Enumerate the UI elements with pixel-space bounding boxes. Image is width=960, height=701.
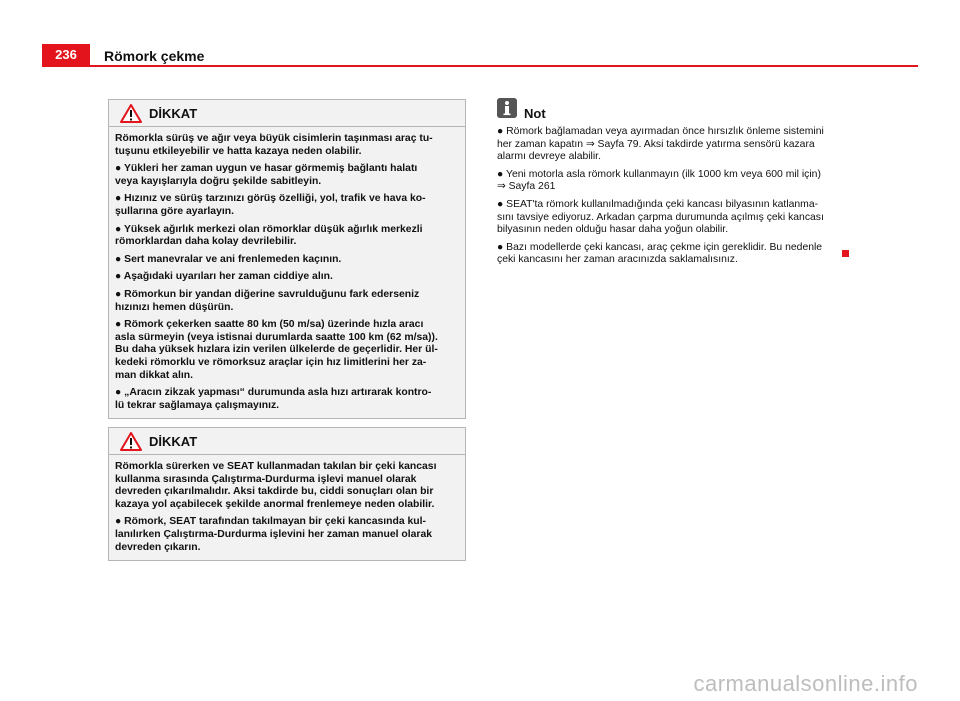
warning-body: [109, 127, 465, 418]
warning-paragraph: Römorkla sürerken ve SEAT kullanmadan takılan bir çeki kancası kullanma sırasında Çalıştırma-Durdurma işlevi manuel olarak devreden çıkarılmalıdır. Aksi takdirde bu, ciddi sonuçları olan bir kazaya yol açabilecek şekilde anormal frenlemeye neden olabilir.: [115, 461, 437, 510]
note-paragraph: ● Yeni motorla asla römork kullanmayın (ilk 1000 km veya 600 mil için) ⇒ Sayfa 261: [497, 168, 821, 193]
warning-paragraph: ● Römorkun bir yandan diğerine savrulduğunu fark ederseniz hızınızı hemen düşürün.: [115, 288, 420, 313]
warning-paragraph: ● Hızınız ve sürüş tarzınızı görüş özelliği, yol, trafik ve hava ko- şullarına göre ayarlayın.: [115, 193, 426, 217]
warning-paragraph: ● Sert manevralar ve ani frenlemeden kaçının.: [115, 253, 342, 265]
warning-paragraph: ● Yükleri her zaman uygun ve hasar görmemiş bağlantı halatı veya kayışlarıyla doğru şekilde sabitleyin.: [115, 163, 418, 187]
warning-triangle-icon: [120, 432, 142, 451]
warning-header: [109, 428, 465, 455]
header-rule: [42, 65, 918, 67]
warning-box-1: [108, 99, 466, 419]
info-icon: [497, 98, 517, 118]
warning-header: [109, 100, 465, 127]
warning-paragraph: ● Römork çekerken saatte 80 km (50 m/sa) üzerinde hızla aracı asla sürmeyin (veya istisnai durumlarda saatte 100 km (62 m/sa)). Bu daha yüksek hızlara izin verilen ülkelerde de geçerlidir. Her ül- kedeki römorklu ve römorksuz araçlar için hız limitlerini her za- man dikkat alın.: [115, 319, 438, 381]
end-marker-icon: [842, 250, 849, 257]
note-paragraph: ● Römork bağlamadan veya ayırmadan önce hırsızlık önleme sistemini her zaman kapatın ⇒ Sayfa 79. Aksi takdirde yatırma sensörü kazara alarmı devreye alabilir.: [497, 126, 824, 163]
warning-paragraph: ● „Aracın zikzak yapması“ durumunda asla hızı artırarak kontro- lü tekrar sağlamaya çalışmayınız.: [115, 387, 432, 411]
note-title: Not: [524, 106, 546, 121]
note-paragraph: ● Bazı modellerde çeki kancası, araç çekme için gereklidir. Bu nedenle çeki kancasını her zaman aracınızda saklamalısınız.: [497, 241, 823, 266]
warning-paragraph: Römorkla sürüş ve ağır veya büyük cisimlerin taşınması araç tu- tuşunu etkileyebilir ve hatta kazaya neden olabilir.: [115, 133, 433, 157]
note-box: [497, 98, 855, 272]
warning-body: [109, 455, 465, 560]
warning-title: DİKKAT: [149, 106, 198, 121]
warning-paragraph: ● Aşağıdaki uyarıları her zaman ciddiye alın.: [115, 271, 333, 283]
note-paragraph: ● SEAT'ta römork kullanılmadığında çeki kancası bilyasının katlanma- sını tavsiye ediyoruz. Arkadan çarpma durumunda açılmış çeki kancası bilyasının neden olduğu hasar daha yoğun olabilir.: [497, 198, 824, 236]
page-number: 236: [42, 44, 90, 66]
note-header: [497, 98, 855, 122]
warning-title: DİKKAT: [149, 434, 198, 449]
note-body: [497, 126, 855, 267]
watermark: carmanualsonline.info: [693, 671, 918, 696]
warning-box-2: [108, 427, 466, 561]
warning-paragraph: ● Yüksek ağırlık merkezi olan römorklar düşük ağırlık merkezli römorklardan daha kolay devrilebilir.: [115, 223, 423, 248]
warning-triangle-icon: [120, 104, 142, 123]
warning-paragraph: ● Römork, SEAT tarafından takılmayan bir çeki kancasında kul- lanılırken Çalıştırma-Durdurma işlevini her zaman manuel olarak devreden çıkarın.: [115, 516, 433, 553]
section-title: Römork çekme: [104, 48, 205, 64]
